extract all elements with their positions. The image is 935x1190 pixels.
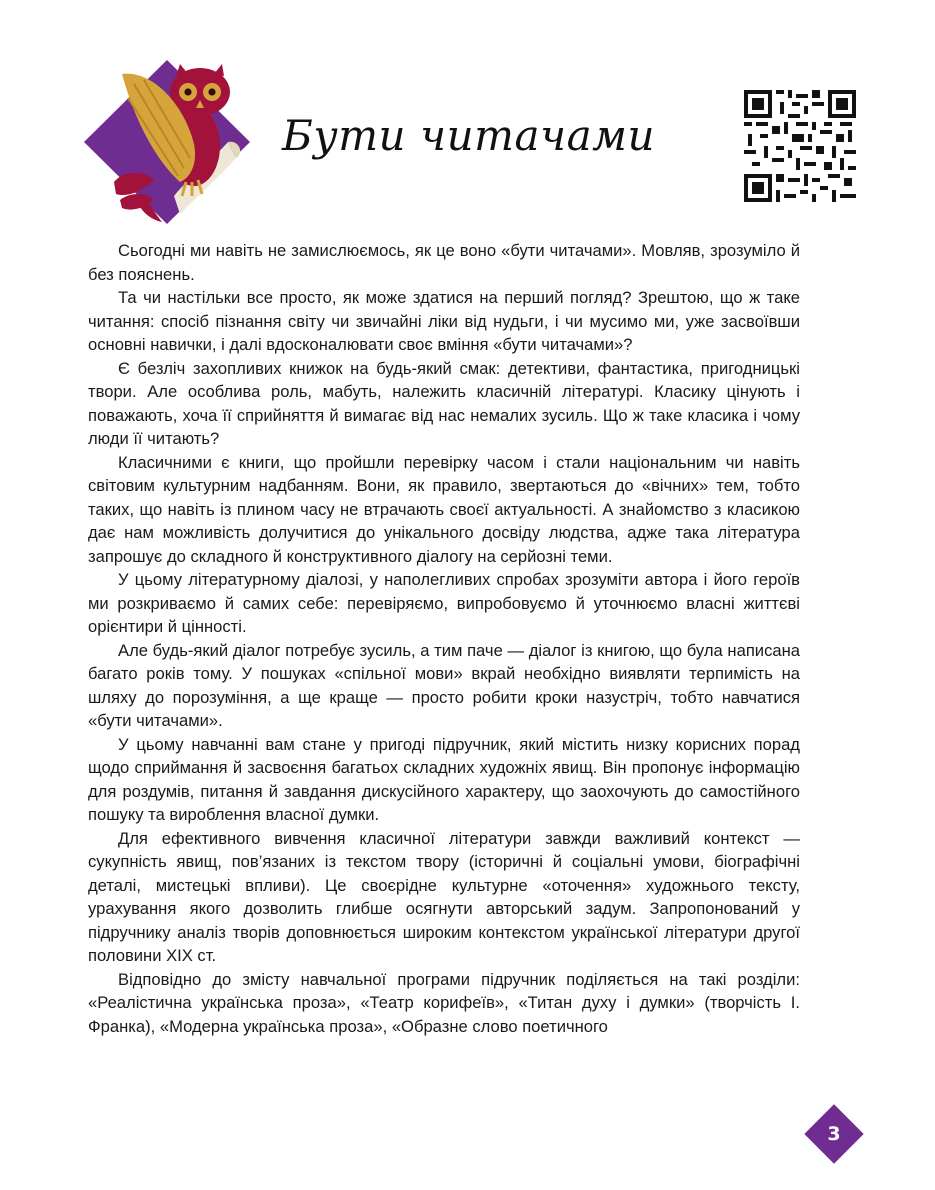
paragraph: У цьому навчанні вам стане у пригоді підручник, який містить низку корисних порад щодо сприймання й засвоєння багатьох складних художніх явищ. Він пропонує інформацію для роздумів, питання й завдання дискусійного характеру, що заохочують до самостійного пошуку та вироблення власної думки. [88, 734, 800, 824]
paragraph: Сьогодні ми навіть не замислюємось, як це воно «бути читачами». Мовляв, зрозуміло й без пояснень. [88, 241, 800, 284]
paragraph: Для ефективного вивчення класичної літератури завжди важливий контекст — сукупність явищ, пов’язаних із текстом твору (історичні й соціальні умови, біографічні деталі, мистецькі впливи). Це своєрідне культурне «оточення» художнього тексту, урахування якого дозволить глибше осягнути авторський задум. Запропонований у підручнику аналіз творів доповнюється широким контекстом української літератури другої половини ХІХ ст. [88, 828, 800, 965]
paragraph: Та чи настільки все просто, як може здатися на перший погляд? Зрештою, що ж таке читання: спосіб пізнання світу чи звичайні ліки від нудьги, і чи мусимо ми, уже засвоївши основні навички, і далі вдосконалювати своє вміння «бути читачами»? [88, 288, 800, 354]
page-number-badge [804, 1104, 864, 1164]
qr-code-icon [744, 90, 856, 202]
paragraph: Відповідно до змісту навчальної програми підручник поділяється на такі розділи: «Реалістична українська проза», «Театр корифеїв», «Титан духу і думки» (творчість І. Франка), «Модерна українська проза», «Образне слово поетичного [88, 969, 800, 1036]
paragraph: Є безліч захопливих книжок на будь-який смак: детективи, фантастика, пригодницькі твори. Але особлива роль, мабуть, належить класичній літературі. Класику цінують і поважають, хоча її сприйняття й вимагає від нас немалих зусиль. Що ж таке класика і чому люди її читають? [88, 358, 800, 448]
paragraph: Класичними є книги, що пройшли перевірку часом і стали національним чи навіть світовим культурним надбанням. Вони, як правило, звертаються до «вічних» тем, тобто таких, що навіть із плином часу не втрачають своєї актуальності. А знайомство з класикою дає нам можливість долучитися до унікального досвіду людства, адже така література запрошує до складного й конструктивного діалогу на серйозні теми. [88, 452, 800, 566]
body-text [88, 239, 800, 1038]
owl-reading-scroll-icon [82, 58, 252, 224]
paragraph: У цьому літературному діалозі, у наполегливих спробах зрозуміти автора і його героїв ми розкриваємо й самих себе: перевіряємо, випробовуємо й уточнюємо власні життєві орієнтири й цінності. [88, 570, 800, 636]
owl-emblem [82, 58, 252, 224]
page-title: Бути читачами [282, 111, 656, 160]
page-number: 3 [827, 1123, 841, 1145]
qr-code[interactable] [744, 90, 856, 202]
paragraph: Але будь-який діалог потребує зусиль, а тим паче — діалог із книгою, що була написана багато років тому. У пошуках «спільної мови» вкрай необхідно виявляти терпимість на шляху до порозуміння, а ще краще — просто робити кроки назустріч, тобто навчатися «бути читачами». [88, 640, 800, 730]
